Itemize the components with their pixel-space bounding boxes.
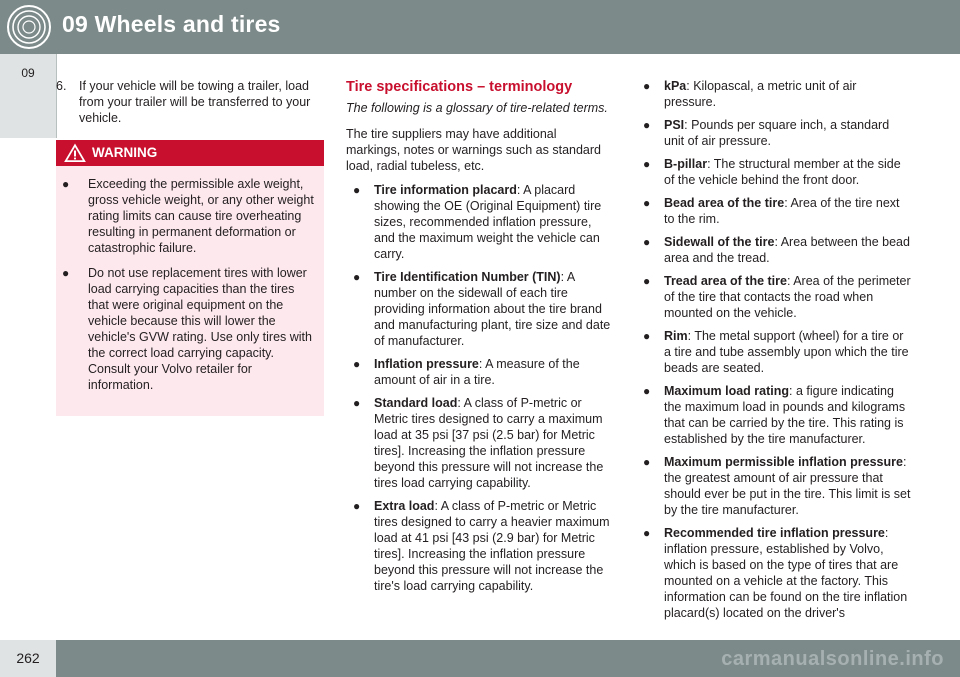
warning-item xyxy=(56,176,324,256)
step-text: If your vehicle will be towing a trailer, load from your trailer will be transferred to your vehicle. xyxy=(79,79,311,125)
glossary-desc: : A class of P-metric or Metric tires designed to carry a heavier maximum load at 41 psi [43 psi (2.9 bar) for Metric tires]. Increasing the inflation pressure beyond this pressure will not increase the tire's load carrying capability. xyxy=(374,499,610,593)
bullet-icon: ● xyxy=(62,177,70,191)
glossary-desc: : A number on the sidewall of each tire providing information about the tire brand and manufacturing plant, tire size and date of manufacturer. xyxy=(374,270,611,348)
glossary-item xyxy=(346,182,612,262)
bullet-icon: ● xyxy=(643,274,651,288)
warning-triangle-icon xyxy=(64,143,86,163)
glossary-term: Tire information placard xyxy=(374,183,517,197)
step-item xyxy=(56,78,324,126)
glossary-item xyxy=(636,156,912,188)
glossary-desc: : Pounds per square inch, a standard unit of air pressure. xyxy=(664,118,890,148)
warning-list xyxy=(56,176,324,393)
glossary-item xyxy=(636,454,912,518)
glossary-term: Bead area of the tire xyxy=(664,196,785,210)
glossary-term: PSI xyxy=(664,118,685,132)
bullet-icon: ● xyxy=(643,79,651,93)
glossary-item xyxy=(636,383,912,447)
page-number: 262 xyxy=(16,650,40,666)
section-paragraph: The tire suppliers may have additional markings, notes or warnings such as standard load, radial tubeless, etc. xyxy=(346,127,601,173)
column-right xyxy=(636,78,912,628)
glossary-term: Standard load xyxy=(374,396,458,410)
bullet-icon: ● xyxy=(643,118,651,132)
glossary-term: Inflation pressure xyxy=(374,357,479,371)
step-number: 6. xyxy=(56,79,67,93)
bullet-icon: ● xyxy=(353,270,361,284)
glossary-desc: : A class of P-metric or Metric tires designed to carry a maximum load at 35 psi [37 psi (2.5 bar) for Metric tires]. Increasing the inflation pressure beyond this pressure will not increase the tires load carrying capability. xyxy=(374,396,604,490)
watermark: carmanualsonline.info xyxy=(721,648,944,670)
glossary-term: Tire Identification Number (TIN) xyxy=(374,270,561,284)
glossary-desc: : Kilopascal, a metric unit of air pressure. xyxy=(664,79,857,109)
glossary-term: Extra load xyxy=(374,499,435,513)
bullet-icon: ● xyxy=(643,384,651,398)
glossary-item xyxy=(636,78,912,110)
glossary-term: B-pillar xyxy=(664,157,708,171)
glossary-desc: : The metal support (wheel) for a tire or a tire and tube assembly upon which the tire beads are seated. xyxy=(664,329,909,375)
glossary-desc: : Area of the perimeter of the tire that contacts the road when mounted on the vehicle. xyxy=(664,274,911,320)
glossary-item xyxy=(346,269,612,349)
glossary-desc: : The structural member at the side of the vehicle behind the front door. xyxy=(664,157,901,187)
chapter-number: 09 xyxy=(21,66,35,80)
glossary-item xyxy=(346,498,612,594)
glossary-desc: : the greatest amount of air pressure that should ever be put in the tire. This limit is set by the tire manufacturer. xyxy=(664,455,911,517)
glossary-desc: : A placard showing the OE (Original Equipment) tire sizes, recommended inflation pressure, and the maximum weight the vehicle can carry. xyxy=(374,183,602,261)
glossary-item xyxy=(636,328,912,376)
section-title: Tire specifications – terminology xyxy=(346,79,573,95)
glossary-list xyxy=(346,182,612,594)
page-footer xyxy=(0,640,960,677)
glossary-item xyxy=(636,525,912,621)
warning-item xyxy=(56,265,324,393)
bullet-icon: ● xyxy=(353,357,361,371)
glossary-term: Rim xyxy=(664,329,688,343)
bullet-icon: ● xyxy=(353,499,361,513)
warning-box xyxy=(56,140,324,416)
bullet-icon: ● xyxy=(62,266,70,280)
page-number-box xyxy=(0,640,56,677)
tire-icon xyxy=(6,4,52,50)
glossary-item xyxy=(346,356,612,388)
bullet-icon: ● xyxy=(643,526,651,540)
column-left xyxy=(56,78,324,416)
glossary-term: kPa xyxy=(664,79,687,93)
warning-header xyxy=(56,140,324,166)
glossary-desc: : A measure of the amount of air in a tire. xyxy=(374,357,580,387)
glossary-item xyxy=(636,234,912,266)
bullet-icon: ● xyxy=(643,329,651,343)
column-middle xyxy=(346,78,612,601)
glossary-item xyxy=(636,273,912,321)
glossary-term: Sidewall of the tire xyxy=(664,235,775,249)
chapter-title: 09 Wheels and tires xyxy=(62,11,281,37)
glossary-term: Maximum permissible inflation pressure xyxy=(664,455,903,469)
glossary-desc: : Area between the bead area and the tread. xyxy=(664,235,910,265)
glossary-list xyxy=(636,78,912,621)
chapter-tab xyxy=(0,54,57,138)
bullet-icon: ● xyxy=(353,183,361,197)
glossary-desc: : a figure indicating the maximum load in pounds and kilograms that can be carried by the tire. This rating is established by the tire manufacturer. xyxy=(664,384,906,446)
section-intro: The following is a glossary of tire-related terms. xyxy=(346,101,608,115)
warning-text: Exceeding the permissible axle weight, gross vehicle weight, or any other weight rating limits can cause tire overheating resulting in permanent deformation or catastrophic failure. xyxy=(88,177,314,255)
glossary-term: Maximum load rating xyxy=(664,384,790,398)
glossary-item xyxy=(636,117,912,149)
glossary-term: Tread area of the tire xyxy=(664,274,787,288)
glossary-desc: : inflation pressure, established by Volvo, which is based on the type of tires that are mounted on a vehicle at the factory. This information can be found on the tire inflation placard(s) located on the driver's xyxy=(664,526,908,620)
glossary-item xyxy=(346,395,612,491)
bullet-icon: ● xyxy=(643,157,651,171)
glossary-desc: : Area of the tire next to the rim. xyxy=(664,196,900,226)
bullet-icon: ● xyxy=(643,196,651,210)
glossary-item xyxy=(636,195,912,227)
warning-text: Do not use replacement tires with lower load carrying capacities than the tires that were original equipment on the vehicle because this will lower the vehicle's GVW rating. Use only tires with the correct load carrying capacity. Consult your Volvo retailer for information. xyxy=(88,266,312,392)
bullet-icon: ● xyxy=(643,235,651,249)
bullet-icon: ● xyxy=(643,455,651,469)
bullet-icon: ● xyxy=(353,396,361,410)
warning-title: WARNING xyxy=(92,145,158,160)
glossary-term: Recommended tire inflation pressure xyxy=(664,526,885,540)
page-header xyxy=(0,0,960,54)
